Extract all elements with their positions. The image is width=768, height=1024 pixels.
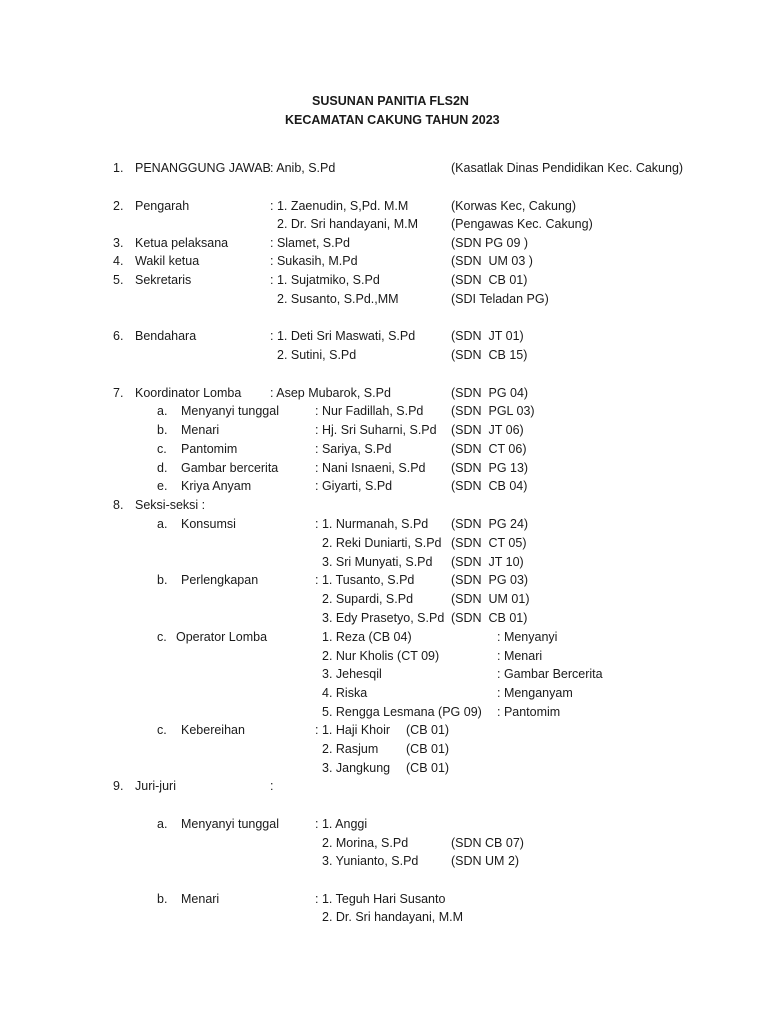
- operator-competition: : Menyanyi: [497, 630, 558, 644]
- sub-role-affiliation: (SDN CT 06): [451, 442, 527, 456]
- item-number: 9.: [113, 779, 124, 793]
- role-affiliation: (SDI Teladan PG): [451, 292, 549, 306]
- operator-person: 5. Rengga Lesmana (PG 09): [322, 705, 482, 719]
- jury-person: 3. Yunianto, S.Pd: [322, 854, 419, 868]
- sub-role-label: Gambar bercerita: [181, 461, 279, 475]
- sub-role-person: : Giyarti, S.Pd: [315, 479, 393, 493]
- role-person: : Sukasih, M.Pd: [270, 254, 358, 268]
- sub-role-affiliation: (SDN PG 13): [451, 461, 529, 475]
- role-person: : Anib, S.Pd: [270, 161, 336, 175]
- sub-role-school-code: (CB 01): [406, 723, 450, 737]
- sub-role-affiliation: (SDN JT 10): [451, 555, 524, 569]
- sub-role-label: Perlengkapan: [181, 573, 259, 587]
- jury-affiliation: (SDN UM 2): [451, 854, 520, 868]
- sub-role-person: : Sariya, S.Pd: [315, 442, 392, 456]
- jury-person: : 1. Teguh Hari Susanto: [315, 892, 446, 906]
- role-person: 2. Dr. Sri handayani, M.M: [277, 217, 419, 231]
- sub-role-affiliation: (SDN JT 06): [451, 423, 524, 437]
- role-affiliation: (Pengawas Kec. Cakung): [451, 217, 593, 231]
- sub-role-affiliation: (SDN PG 24): [451, 517, 529, 531]
- sub-item-letter: b.: [157, 573, 168, 587]
- sub-role-person: : 1. Nurmanah, S.Pd: [315, 517, 429, 531]
- role-person: : 1. Deti Sri Maswati, S.Pd: [270, 329, 416, 343]
- sub-role-person: 3. Sri Munyati, S.Pd: [322, 555, 433, 569]
- sub-role-label: Operator Lomba: [176, 630, 268, 644]
- sub-role-school-code: (CB 01): [406, 742, 450, 756]
- sub-role-person: : Nur Fadillah, S.Pd: [315, 404, 424, 418]
- role-person: 2. Sutini, S.Pd: [277, 348, 357, 362]
- role-person: : 1. Sujatmiko, S.Pd: [270, 273, 380, 287]
- sub-item-letter: c.: [157, 723, 167, 737]
- sub-item-letter: a.: [157, 817, 168, 831]
- sub-role-person: : Nani Isnaeni, S.Pd: [315, 461, 426, 475]
- sub-role-label: Pantomim: [181, 442, 238, 456]
- role-affiliation: (SDN PG 09 ): [451, 236, 529, 250]
- jury-person: : 1. Anggi: [315, 817, 368, 831]
- sub-item-letter: b.: [157, 423, 168, 437]
- role-affiliation: (SDN CB 15): [451, 348, 528, 362]
- role-affiliation: (Korwas Kec, Cakung): [451, 199, 577, 213]
- sub-role-label: Kriya Anyam: [181, 479, 252, 493]
- sub-role-person: 2. Reki Duniarti, S.Pd: [322, 536, 442, 550]
- operator-competition: : Menari: [497, 649, 543, 663]
- sub-role-person: 2. Rasjum: [322, 742, 379, 756]
- document-title-line2: KECAMATAN CAKUNG TAHUN 2023: [285, 113, 500, 127]
- item-number: 6.: [113, 329, 124, 343]
- operator-person: 4. Riska: [322, 686, 368, 700]
- role-label: Ketua pelaksana: [135, 236, 229, 250]
- jury-person: 2. Dr. Sri handayani, M.M: [322, 910, 464, 924]
- role-label: PENANGGUNG JAWAB: [135, 161, 271, 175]
- sub-item-letter: b.: [157, 892, 168, 906]
- sub-role-person: 3. Edy Prasetyo, S.Pd: [322, 611, 445, 625]
- item-number: 5.: [113, 273, 124, 287]
- sub-role-label: Menari: [181, 892, 220, 906]
- operator-competition: : Menganyam: [497, 686, 573, 700]
- sub-role-affiliation: (SDN UM 01): [451, 592, 530, 606]
- operator-competition: : Gambar Bercerita: [497, 667, 603, 681]
- operator-person: 3. Jehesqil: [322, 667, 382, 681]
- sub-role-label: Menyanyi tunggal: [181, 404, 279, 418]
- sub-item-letter: a.: [157, 404, 168, 418]
- role-person: : Asep Mubarok, S.Pd: [270, 386, 391, 400]
- sub-item-letter: c.: [157, 630, 167, 644]
- item-number: 1.: [113, 161, 124, 175]
- jury-affiliation: (SDN CB 07): [451, 836, 524, 850]
- operator-person: 2. Nur Kholis (CT 09): [322, 649, 440, 663]
- item-number: 8.: [113, 498, 124, 512]
- role-label: Bendahara: [135, 329, 197, 343]
- sub-role-school-code: (CB 01): [406, 761, 450, 775]
- sub-role-affiliation: (SDN CT 05): [451, 536, 527, 550]
- sub-role-person: : 1. Tusanto, S.Pd: [315, 573, 415, 587]
- sub-role-person: : Hj. Sri Suharni, S.Pd: [315, 423, 437, 437]
- sub-role-affiliation: (SDN PGL 03): [451, 404, 535, 418]
- role-affiliation: (Kasatlak Dinas Pendidikan Kec. Cakung): [451, 161, 684, 175]
- sub-role-person: 2. Supardi, S.Pd: [322, 592, 414, 606]
- sub-role-affiliation: (SDN PG 03): [451, 573, 529, 587]
- operator-person: 1. Reza (CB 04): [322, 630, 412, 644]
- role-colon: :: [270, 779, 274, 793]
- role-label: Koordinator Lomba: [135, 386, 242, 400]
- role-label: Juri-juri: [135, 779, 176, 793]
- role-label: Seksi-seksi :: [135, 498, 206, 512]
- jury-person: 2. Morina, S.Pd: [322, 836, 409, 850]
- role-person: 2. Susanto, S.Pd.,MM: [277, 292, 399, 306]
- sub-role-label: Menyanyi tunggal: [181, 817, 279, 831]
- item-number: 2.: [113, 199, 124, 213]
- role-label: Pengarah: [135, 199, 190, 213]
- sub-role-label: Konsumsi: [181, 517, 236, 531]
- sub-item-letter: d.: [157, 461, 168, 475]
- role-person: : Slamet, S.Pd: [270, 236, 350, 250]
- item-number: 3.: [113, 236, 124, 250]
- sub-role-affiliation: (SDN CB 01): [451, 611, 528, 625]
- operator-competition: : Pantomim: [497, 705, 561, 719]
- sub-role-person: 3. Jangkung: [322, 761, 391, 775]
- sub-role-label: Kebereihan: [181, 723, 245, 737]
- item-number: 4.: [113, 254, 124, 268]
- sub-item-letter: e.: [157, 479, 168, 493]
- role-affiliation: (SDN CB 01): [451, 273, 528, 287]
- role-affiliation: (SDN JT 01): [451, 329, 524, 343]
- item-number: 7.: [113, 386, 124, 400]
- sub-role-affiliation: (SDN CB 04): [451, 479, 528, 493]
- role-label: Wakil ketua: [135, 254, 200, 268]
- sub-role-person: : 1. Haji Khoir: [315, 723, 391, 737]
- sub-role-label: Menari: [181, 423, 220, 437]
- sub-item-letter: c.: [157, 442, 167, 456]
- document-title-line1: SUSUNAN PANITIA FLS2N: [312, 94, 469, 108]
- role-label: Sekretaris: [135, 273, 192, 287]
- role-affiliation: (SDN UM 03 ): [451, 254, 533, 268]
- role-person: : 1. Zaenudin, S,Pd. M.M: [270, 199, 409, 213]
- role-affiliation: (SDN PG 04): [451, 386, 529, 400]
- sub-item-letter: a.: [157, 517, 168, 531]
